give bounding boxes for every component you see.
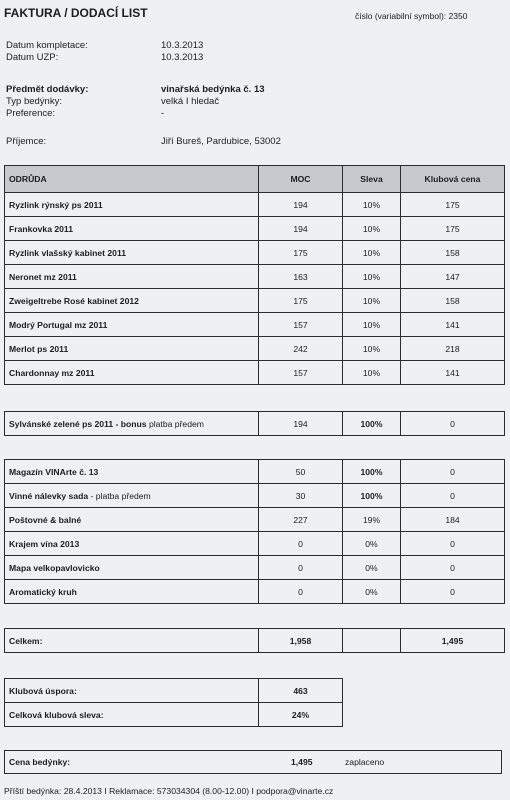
- wine-name: Modrý Portugal mz 2011: [5, 313, 259, 337]
- wine-table: [4, 165, 505, 385]
- wine-club-price: 141: [401, 361, 505, 385]
- recipient-label: Příjemce:: [6, 136, 47, 147]
- extra-moc: 30: [259, 484, 343, 508]
- bonus-club-price: 0: [401, 412, 505, 436]
- wine-discount: 10%: [343, 217, 401, 241]
- wine-club-price: 141: [401, 313, 505, 337]
- wine-discount: 10%: [343, 265, 401, 289]
- table-row: [5, 337, 505, 361]
- extra-name: Aromatický kruh: [5, 580, 259, 604]
- extra-name: Poštovné & balné: [5, 508, 259, 532]
- wine-moc: 157: [259, 313, 343, 337]
- col-header-variety: ODRŮDA: [5, 166, 259, 193]
- total-club-price: 1,495: [401, 629, 505, 653]
- wine-discount: 10%: [343, 289, 401, 313]
- total-label: Celkem:: [5, 629, 259, 653]
- extra-club-price: 0: [401, 460, 505, 484]
- price-label: Cena bedýnky:: [9, 757, 71, 767]
- wine-discount: 10%: [343, 241, 401, 265]
- table-row: [5, 217, 505, 241]
- wine-club-price: 147: [401, 265, 505, 289]
- col-header-moc: MOC: [259, 166, 343, 193]
- wine-name: Neronet mz 2011: [5, 265, 259, 289]
- extra-note: - platba předem: [90, 490, 151, 501]
- date-completion-value: 10.3.2013: [161, 40, 204, 51]
- extra-name: [5, 484, 259, 508]
- wine-name: Frankovka 2011: [5, 217, 259, 241]
- extra-discount: 0%: [343, 580, 401, 604]
- wine-discount: 10%: [343, 337, 401, 361]
- extra-name: Mapa velkopavlovicko: [5, 556, 259, 580]
- table-row: [5, 412, 505, 436]
- extra-moc: 0: [259, 556, 343, 580]
- extra-name: Magazín VINArte č. 13: [5, 460, 259, 484]
- bonus-discount: 100%: [343, 412, 401, 436]
- total-row: [5, 629, 505, 653]
- extra-moc: 227: [259, 508, 343, 532]
- table-row: [5, 289, 505, 313]
- wine-moc: 175: [259, 289, 343, 313]
- wine-club-price: 218: [401, 337, 505, 361]
- extra-club-price: 184: [401, 508, 505, 532]
- wine-name: Ryzlink vlašský kabinet 2011: [5, 241, 259, 265]
- table-header: [5, 166, 505, 193]
- extra-moc: 0: [259, 580, 343, 604]
- table-row: [5, 265, 505, 289]
- extra-club-price: 0: [401, 484, 505, 508]
- extra-discount: 100%: [343, 460, 401, 484]
- wine-discount: 10%: [343, 193, 401, 217]
- table-row: [5, 460, 505, 484]
- col-header-club-price: Klubová cena: [401, 166, 505, 193]
- wine-name: Merlot ps 2011: [5, 337, 259, 361]
- invoice-number-value: 2350: [448, 11, 468, 21]
- invoice-number-label: číslo (variabilní symbol):: [355, 11, 447, 21]
- table-row: [5, 313, 505, 337]
- table-row: [5, 193, 505, 217]
- extra-name: Krajem vína 2013: [5, 532, 259, 556]
- box-type-label: Typ bedýnky:: [6, 96, 62, 107]
- savings-row: [5, 679, 343, 703]
- wine-moc: 242: [259, 337, 343, 361]
- wine-discount: 10%: [343, 313, 401, 337]
- price-box: [4, 750, 502, 774]
- table-row: [5, 241, 505, 265]
- wine-club-price: 158: [401, 241, 505, 265]
- discount-value: 24%: [259, 703, 343, 727]
- bonus-note: platba předem: [148, 418, 204, 429]
- total-table: [4, 628, 505, 653]
- col-header-discount: Sleva: [343, 166, 401, 193]
- wine-club-price: 158: [401, 289, 505, 313]
- invoice-number: [355, 11, 467, 21]
- wine-discount: 10%: [343, 361, 401, 385]
- total-moc: 1,958: [259, 629, 343, 653]
- extra-discount: 0%: [343, 556, 401, 580]
- table-row: [5, 484, 505, 508]
- wine-moc: 157: [259, 361, 343, 385]
- bonus-name-text: Sylvánské zelené ps 2011 - bonus: [9, 418, 147, 429]
- extra-club-price: 0: [401, 556, 505, 580]
- delivery-subject-value: vinařská bedýnka č. 13: [161, 84, 265, 95]
- bonus-moc: 194: [259, 412, 343, 436]
- box-type-value: velká I hledač: [161, 96, 220, 107]
- preference-label: Preference:: [6, 108, 56, 119]
- footer-info: Příští bedýnka: 28.4.2013 I Reklamace: 573034304 (8.00-12.00) I podpora@vinarte.cz: [4, 786, 334, 796]
- wine-moc: 194: [259, 217, 343, 241]
- table-row: [5, 532, 505, 556]
- wine-moc: 194: [259, 193, 343, 217]
- table-row: [5, 580, 505, 604]
- recipient-value: Jiří Bureš, Pardubice, 53002: [161, 136, 281, 147]
- extra-moc: 50: [259, 460, 343, 484]
- bonus-table: [4, 411, 505, 436]
- page-title: FAKTURA / DODACÍ LIST: [4, 6, 148, 20]
- discount-label: Celková klubová sleva:: [5, 703, 259, 727]
- bonus-name: [5, 412, 259, 436]
- price-value: 1,495: [291, 757, 313, 767]
- extra-discount: 0%: [343, 532, 401, 556]
- total-discount: [343, 629, 401, 653]
- wine-club-price: 175: [401, 217, 505, 241]
- date-completion-label: Datum kompletace:: [6, 40, 88, 51]
- table-row: [5, 556, 505, 580]
- extra-discount: 100%: [343, 484, 401, 508]
- date-uzp-value: 10.3.2013: [161, 52, 204, 63]
- wine-moc: 175: [259, 241, 343, 265]
- table-row: [5, 508, 505, 532]
- wine-name: Zweigeltrebe Rosé kabinet 2012: [5, 289, 259, 313]
- wine-moc: 163: [259, 265, 343, 289]
- wine-club-price: 175: [401, 193, 505, 217]
- payment-status: zaplaceno: [345, 757, 385, 767]
- savings-table: [4, 678, 343, 727]
- delivery-subject-label: Předmět dodávky:: [6, 84, 89, 95]
- extra-name-text: Vinné nálevky sada: [9, 490, 89, 501]
- extra-discount: 19%: [343, 508, 401, 532]
- preference-value: -: [161, 108, 165, 119]
- date-uzp-label: Datum UZP:: [6, 52, 59, 63]
- extra-club-price: 0: [401, 580, 505, 604]
- savings-row: [5, 703, 343, 727]
- extra-moc: 0: [259, 532, 343, 556]
- extra-club-price: 0: [401, 532, 505, 556]
- wine-name: Chardonnay mz 2011: [5, 361, 259, 385]
- extras-table: [4, 459, 505, 604]
- table-row: [5, 361, 505, 385]
- savings-value: 463: [259, 679, 343, 703]
- wine-name: Ryzlink rýnský ps 2011: [5, 193, 259, 217]
- savings-label: Klubová úspora:: [5, 679, 259, 703]
